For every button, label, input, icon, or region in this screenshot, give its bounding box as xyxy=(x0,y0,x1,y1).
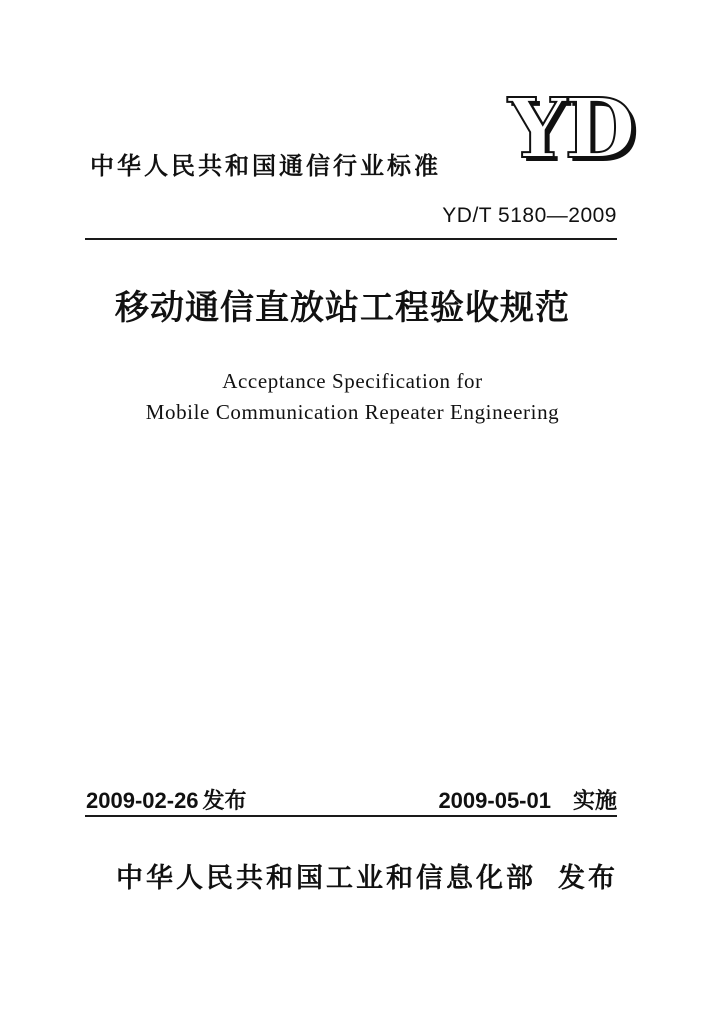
effective-label: 实施 xyxy=(572,788,617,813)
page-title-chinese: 移动通信直放站工程验收规范 xyxy=(115,288,570,328)
yd-logo: YD xyxy=(508,81,634,177)
issuer-action: 发布 xyxy=(558,863,618,894)
bottom-divider xyxy=(85,815,617,817)
top-divider xyxy=(85,238,617,240)
issuer-row xyxy=(116,856,618,895)
page-title-english-line1: Acceptance Specification for xyxy=(222,369,483,393)
effective-date: 2009-05-01 xyxy=(438,788,551,813)
standard-type: 中华人民共和国通信行业标准 xyxy=(90,152,441,180)
publish-date-row xyxy=(86,784,247,815)
page-title-english-line2: Mobile Communication Repeater Engineering xyxy=(145,400,560,424)
document-number: YD/T 5180—2009 xyxy=(442,204,617,227)
publish-label: 发布 xyxy=(202,788,247,813)
issuer-name: 中华人民共和国工业和信息化部 xyxy=(116,863,536,894)
effective-date-row xyxy=(438,784,617,815)
publish-date: 2009-02-26 xyxy=(86,788,199,813)
